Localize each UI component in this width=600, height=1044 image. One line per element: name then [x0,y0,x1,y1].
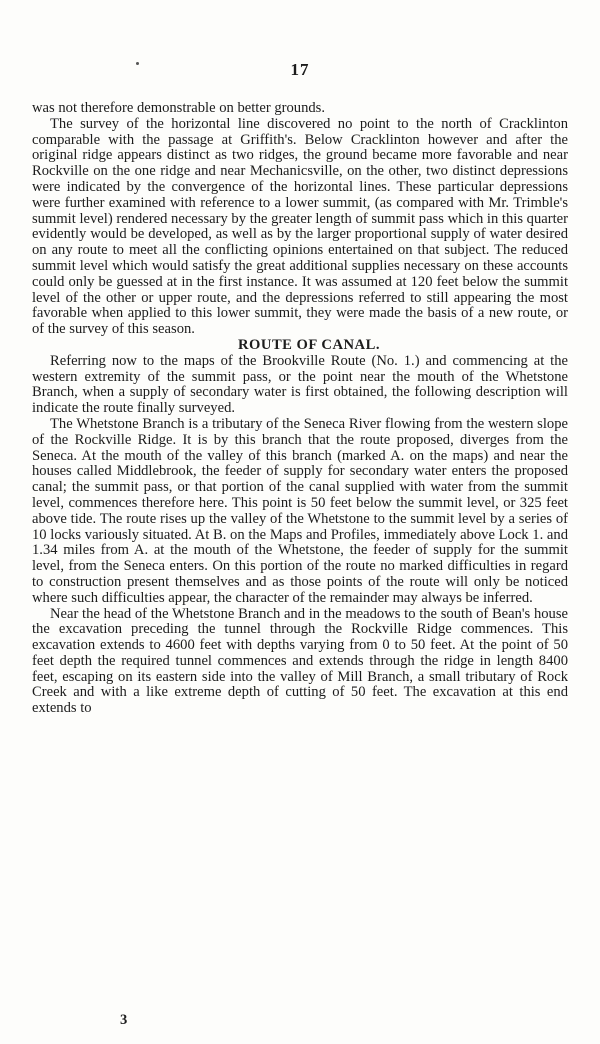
paragraph-tunnel-excavation: Near the head of the Whetstone Branch and in the meadows to the south of Bean's house the excavation preceding the tunnel through the Rockville Ridge commences. This excavation extends to 4600 feet with depths varying from 0 to 50 feet. At the point of 50 feet depth the required tunnel commences and extends through the ridge in length 8400 feet, escaping on its eastern side into the valley of Mill Branch, a small tributary of Rock Creek and with a like extreme depth of cutting of 50 feet. The excavation at this end extends to [32,605,568,717]
body-text [32,101,568,717]
paragraph-whetstone-branch: The Whetstone Branch is a tributary of the Seneca River flowing from the western slope of the Rockville Ridge. It is by this branch that the route proposed, diverges from the Seneca. At the mouth of the valley of this branch (marked A. on the maps) and near the houses called Middlebrook, the feeder of supply for secondary water enters the proposed canal; the summit pass, or that portion of the canal supplied with water from the summit level, commences therefore here. This point is 50 feet below the summit level, or 325 feet above tide. The route rises up the valley of the Whetstone to the summit level by a series of 10 locks variously situated. At B. on the Maps and Profiles, immediately above Lock 1. and 1.34 miles from A. at the mouth of the Whetstone, the feeder of supply for the summit level, from the Seneca enters. On this portion of the route no marked difficulties in regard to construction present themselves and as those points of the route will only be noticed where such difficulties appear, the character of the remainder may always be inferred. [32,415,568,606]
paragraph-continuation: was not therefore demonstrable on better grounds. [32,100,326,116]
signature-mark: 3 [120,1012,128,1028]
paragraph-brookville-route: Referring now to the maps of the Brookville Route (No. 1.) and commencing at the western extremity of the summit pass, or the point near the mouth of the Whetstone Branch, when a supply of secondary water is first obtained, the following description will indicate the route finally surveyed. [32,352,568,417]
paragraph-survey-horizontal-line: The survey of the horizontal line discovered no point to the north of Cracklinton comparable with the passage at Griffith's. Below Cracklinton however and after the original ridge appears distinct as two ridges, the ground became more favorable and near Rockville on the one ridge and near Mechanicsville, on the other, two distinct depressions were indicated by the convergence of the horizontal lines. These particular depressions were further examined with reference to a lower summit, (as compared with Mr. Trimble's summit level) rendered necessary by the greater length of summit pass which in this quarter evidently would be developed, as well as by the larger proportional supply of water desired on any route to meet all the conflicting opinions entertained on that subject. The reduced summit level which would satisfy the great additional supplies necessary on these accounts could only be guessed at in the first instance. It was assumed at 120 feet below the summit level of the other or upper route, and the depressions referred to still appearing the most favorable when applied to this lower summit, they were made the basis of a new route, or of the survey of this season. [32,115,568,338]
section-heading: ROUTE OF CANAL. [238,336,380,353]
page-number: 17 [290,60,310,79]
